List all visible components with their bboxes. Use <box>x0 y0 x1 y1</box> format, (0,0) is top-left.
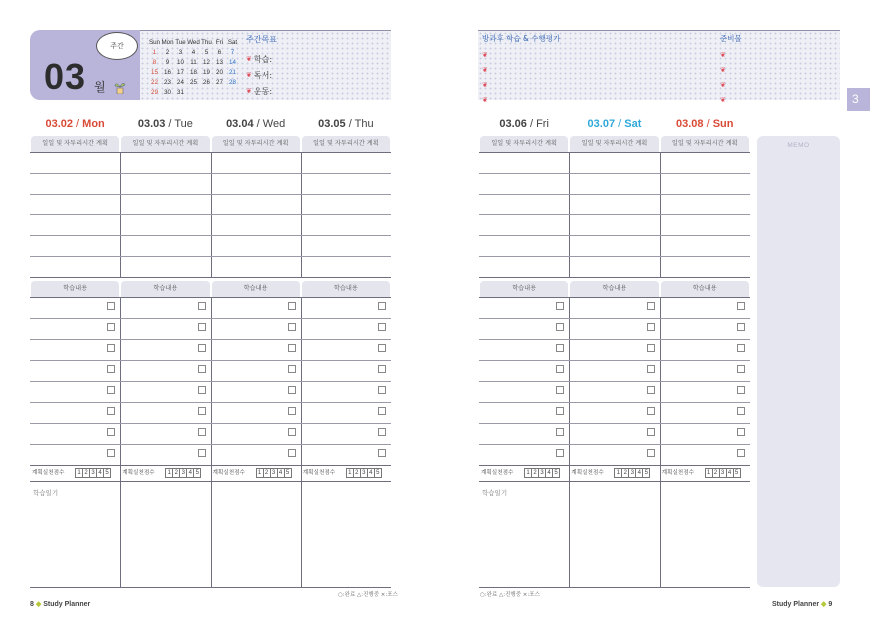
score-rule <box>30 465 391 466</box>
goal-reading[interactable] <box>246 67 386 83</box>
leaf-icon: ❦ <box>720 66 726 74</box>
leaf-icon: ❦ <box>482 66 488 74</box>
plan-rule <box>30 194 391 195</box>
score-option[interactable]: 2 <box>263 468 271 478</box>
score-option[interactable]: 3 <box>179 468 187 478</box>
calendar-week-row <box>148 88 240 98</box>
score-option[interactable]: 5 <box>284 468 292 478</box>
task-checkbox[interactable] <box>378 428 386 436</box>
date-separator: / <box>165 118 175 130</box>
leaf-icon: ❦ <box>482 96 488 104</box>
calendar-day: 30 <box>164 89 171 96</box>
plan-column-header: 일일 및 자투리시간 계획 <box>661 136 749 152</box>
score-option[interactable]: 3 <box>628 468 636 478</box>
weekday-label: Fri <box>215 39 224 46</box>
calendar-weekday-row <box>148 38 240 48</box>
task-checkbox[interactable] <box>288 344 296 352</box>
goal-label: 독서: <box>253 70 273 80</box>
task-checkbox[interactable] <box>288 407 296 415</box>
task-checkbox[interactable] <box>288 386 296 394</box>
score-option[interactable]: 5 <box>103 468 111 478</box>
score-label: 계획실천점수 <box>32 470 65 476</box>
calendar-day: 17 <box>177 69 184 76</box>
task-checkbox[interactable] <box>198 365 206 373</box>
study-rule <box>30 318 391 319</box>
month-number: 03 <box>44 56 87 97</box>
day-date: 03.05 <box>318 118 346 130</box>
study-rule <box>479 339 750 340</box>
memo-label: MEMO <box>787 142 810 149</box>
weekday-label: Wed <box>187 39 200 46</box>
study-column-header: 학습내용 <box>570 281 658 297</box>
task-checkbox[interactable] <box>556 428 564 436</box>
date-separator: / <box>345 118 355 130</box>
score-option[interactable]: 4 <box>96 468 104 478</box>
plan-column-header: 일일 및 자투리시간 계획 <box>480 136 568 152</box>
after-school-notes <box>482 33 561 104</box>
score-selector <box>706 468 741 478</box>
goal-label: 학습: <box>253 54 273 64</box>
task-checkbox[interactable] <box>107 344 115 352</box>
potted-plant-icon <box>114 80 126 94</box>
task-checkbox[interactable] <box>647 428 655 436</box>
after-school-title: 방과후 학습 & 수행평가 <box>482 34 561 43</box>
speech-bubble <box>96 32 138 60</box>
day-weekday: Wed <box>262 118 286 130</box>
calendar-week-row <box>148 78 240 88</box>
calendar-day: 16 <box>164 69 171 76</box>
task-checkbox[interactable] <box>737 302 745 310</box>
weekday-label: Mon <box>161 39 174 46</box>
day-weekday: Tue <box>174 118 193 130</box>
study-column-header: 학습내용 <box>121 281 209 297</box>
score-option[interactable]: 4 <box>277 468 285 478</box>
plan-rule <box>479 152 750 153</box>
task-checkbox[interactable] <box>198 302 206 310</box>
task-checkbox[interactable] <box>556 365 564 373</box>
score-selector <box>615 468 650 478</box>
task-checkbox[interactable] <box>647 386 655 394</box>
study-column-header: 학습내용 <box>480 281 568 297</box>
score-option[interactable]: 2 <box>82 468 90 478</box>
leaf-icon: ❦ <box>246 55 252 63</box>
task-checkbox[interactable] <box>556 323 564 331</box>
task-checkbox[interactable] <box>647 365 655 373</box>
calendar-day: 23 <box>164 79 171 86</box>
status-legend: ○:완료 △:진행중 ×:포스 <box>480 592 540 598</box>
day-weekday: Sat <box>624 118 642 130</box>
diary-writing-area[interactable] <box>301 481 391 587</box>
calendar-day: 5 <box>204 49 209 56</box>
score-option[interactable]: 3 <box>270 468 278 478</box>
date-separator: / <box>253 118 263 130</box>
study-column-header: 학습내용 <box>661 281 749 297</box>
calendar-day: 19 <box>203 69 210 76</box>
plan-rule <box>479 173 750 174</box>
weekday-label: Tue <box>175 39 186 46</box>
score-label: 계획실천점수 <box>122 470 155 476</box>
calendar-week-row <box>148 48 240 58</box>
day-header <box>30 118 120 130</box>
study-rule <box>30 402 391 403</box>
task-checkbox[interactable] <box>107 407 115 415</box>
diary-rule <box>479 481 750 482</box>
calendar-day: 8 <box>152 59 157 66</box>
task-checkbox[interactable] <box>198 428 206 436</box>
day-date: 03.04 <box>226 118 254 130</box>
plan-column-header: 일일 및 자투리시간 계획 <box>302 136 390 152</box>
study-rule <box>479 381 750 382</box>
study-column-header: 학습내용 <box>31 281 119 297</box>
supplies-title: 준비물 <box>720 34 742 43</box>
calendar-day: 15 <box>151 69 158 76</box>
calendar-day: 11 <box>190 59 197 66</box>
calendar-day: 27 <box>216 79 223 86</box>
day-weekday: Sun <box>712 118 734 130</box>
calendar-day: 20 <box>216 69 223 76</box>
calendar-day: 14 <box>229 59 236 66</box>
day-weekday: Fri <box>536 118 549 130</box>
date-separator: / <box>615 118 625 130</box>
plan-rule <box>479 194 750 195</box>
memo-panel[interactable] <box>757 136 840 587</box>
score-option[interactable]: 2 <box>531 468 539 478</box>
plan-column-header: 일일 및 자투리시간 계획 <box>31 136 119 152</box>
goal-exercise[interactable] <box>246 83 386 99</box>
score-option[interactable]: 3 <box>538 468 546 478</box>
score-label: 계획실천점수 <box>302 470 336 476</box>
task-checkbox[interactable] <box>378 365 386 373</box>
weekday-label: Sun <box>148 39 160 46</box>
day-header <box>660 118 750 130</box>
study-rule <box>479 423 750 424</box>
footer-title: Study Planner <box>772 601 820 608</box>
task-checkbox[interactable] <box>647 407 655 415</box>
calendar-day: 2 <box>165 49 170 56</box>
calendar-day: 28 <box>229 79 236 86</box>
study-rule <box>479 297 750 298</box>
weekly-goals <box>246 34 386 99</box>
calendar-weeks <box>148 48 240 98</box>
star-icon: ◆ <box>35 601 42 608</box>
page-footer-left <box>30 600 90 608</box>
score-option[interactable]: 4 <box>367 468 375 478</box>
goal-study[interactable] <box>246 51 386 67</box>
goal-label: 운동: <box>253 86 273 96</box>
score-selector <box>347 468 382 478</box>
score-option[interactable]: 1 <box>705 468 713 478</box>
day-weekday: Mon <box>82 118 105 130</box>
day-weekday: Thu <box>354 118 374 130</box>
score-option[interactable]: 3 <box>360 468 368 478</box>
task-checkbox[interactable] <box>556 344 564 352</box>
calendar-day: 18 <box>190 69 197 76</box>
task-checkbox[interactable] <box>737 323 745 331</box>
month-badge <box>30 30 140 100</box>
study-rule <box>479 360 750 361</box>
calendar-day: 25 <box>190 79 197 86</box>
leaf-icon: ❦ <box>482 51 488 59</box>
leaf-icon: ❦ <box>720 81 726 89</box>
day-date: 03.07 <box>587 118 616 130</box>
month-index-tab[interactable]: 3 <box>847 88 870 111</box>
plan-column-header: 일일 및 자투리시간 계획 <box>212 136 300 152</box>
day-header <box>479 118 569 130</box>
status-legend: ○:완료 △:진행중 ×:포스 <box>338 592 398 598</box>
weekly-goals-title: 주간목표 <box>246 35 277 44</box>
calendar-week-row <box>148 68 240 78</box>
study-rule <box>30 297 391 298</box>
task-checkbox[interactable] <box>378 323 386 331</box>
mini-calendar <box>148 38 240 98</box>
task-checkbox[interactable] <box>198 449 206 457</box>
plan-rule <box>30 152 391 153</box>
score-option[interactable]: 4 <box>726 468 734 478</box>
calendar-day: 3 <box>178 49 183 56</box>
score-label: 계획실천점수 <box>481 470 514 476</box>
calendar-day <box>187 88 200 98</box>
calendar-day: 31 <box>177 89 184 96</box>
task-checkbox[interactable] <box>107 428 115 436</box>
day-header <box>301 118 391 130</box>
task-checkbox[interactable] <box>737 428 745 436</box>
task-checkbox[interactable] <box>107 323 115 331</box>
task-checkbox[interactable] <box>556 449 564 457</box>
diary-writing-area[interactable] <box>120 481 210 587</box>
star-icon: ◆ <box>821 601 827 608</box>
leaf-icon: ❦ <box>720 96 726 104</box>
study-rule <box>479 402 750 403</box>
plan-rule <box>30 214 391 215</box>
task-checkbox[interactable] <box>107 365 115 373</box>
task-checkbox[interactable] <box>378 407 386 415</box>
calendar-day: 10 <box>177 59 184 66</box>
task-checkbox[interactable] <box>107 302 115 310</box>
score-option[interactable]: 1 <box>165 468 173 478</box>
leaf-icon: ❦ <box>720 51 726 59</box>
task-checkbox[interactable] <box>647 323 655 331</box>
plan-rule <box>479 277 750 278</box>
footer-title: Study Planner <box>43 601 91 608</box>
plan-rule <box>479 235 750 236</box>
score-option[interactable]: 2 <box>621 468 629 478</box>
score-option[interactable]: 5 <box>552 468 560 478</box>
day-header <box>569 118 659 130</box>
leaf-icon: ❦ <box>246 87 252 95</box>
diary-writing-area[interactable] <box>569 481 659 587</box>
page-footer-right <box>772 600 832 608</box>
score-option[interactable]: 5 <box>642 468 650 478</box>
plan-rule <box>30 277 391 278</box>
score-option[interactable]: 2 <box>172 468 180 478</box>
score-option[interactable]: 2 <box>712 468 720 478</box>
calendar-day: 22 <box>151 79 158 86</box>
task-checkbox[interactable] <box>737 386 745 394</box>
plan-column-header: 일일 및 자투리시간 계획 <box>121 136 209 152</box>
month-unit: 월 <box>94 80 106 94</box>
task-checkbox[interactable] <box>198 323 206 331</box>
date-separator: / <box>703 118 713 130</box>
page-number: 9 <box>828 601 833 608</box>
calendar-day: 21 <box>229 69 236 76</box>
task-checkbox[interactable] <box>288 365 296 373</box>
study-rule <box>30 360 391 361</box>
leaf-icon: ❦ <box>482 81 488 89</box>
notes-bullets <box>482 48 490 108</box>
score-option[interactable]: 5 <box>374 468 382 478</box>
calendar-day <box>213 88 226 98</box>
task-checkbox[interactable] <box>378 449 386 457</box>
page-number: 8 <box>30 601 34 608</box>
plan-column-header: 일일 및 자투리시간 계획 <box>570 136 658 152</box>
task-checkbox[interactable] <box>198 386 206 394</box>
task-checkbox[interactable] <box>737 407 745 415</box>
day-date: 03.03 <box>137 118 166 130</box>
score-option[interactable]: 1 <box>75 468 83 478</box>
task-checkbox[interactable] <box>288 428 296 436</box>
task-checkbox[interactable] <box>288 449 296 457</box>
task-checkbox[interactable] <box>378 386 386 394</box>
study-rule <box>30 444 391 445</box>
task-checkbox[interactable] <box>737 344 745 352</box>
study-column-header: 학습내용 <box>302 281 390 297</box>
calendar-day: 24 <box>177 79 184 86</box>
task-checkbox[interactable] <box>107 449 115 457</box>
task-checkbox[interactable] <box>556 386 564 394</box>
task-checkbox[interactable] <box>288 302 296 310</box>
day-date: 03.08 <box>676 118 704 130</box>
day-header <box>120 118 210 130</box>
calendar-week-row <box>148 58 240 68</box>
score-option[interactable]: 3 <box>719 468 727 478</box>
calendar-day: 13 <box>216 59 223 66</box>
diary-rule <box>30 481 391 482</box>
day-date: 03.06 <box>499 118 527 130</box>
score-selector <box>166 468 201 478</box>
date-separator: / <box>526 118 537 130</box>
task-checkbox[interactable] <box>737 449 745 457</box>
bottom-rule <box>479 587 750 588</box>
date-separator: / <box>73 118 83 130</box>
score-label: 계획실천점수 <box>571 470 604 476</box>
score-selector <box>76 468 111 478</box>
calendar-day: 4 <box>191 49 196 56</box>
task-checkbox[interactable] <box>378 344 386 352</box>
score-option[interactable]: 3 <box>89 468 97 478</box>
calendar-day <box>200 88 213 98</box>
score-rule <box>479 465 750 466</box>
day-date: 03.02 <box>45 118 73 130</box>
weekday-label: Sat <box>227 39 238 46</box>
bottom-rule <box>30 587 391 588</box>
calendar-day: 9 <box>165 59 170 66</box>
score-label: 계획실천점수 <box>212 470 245 476</box>
score-selector <box>257 468 292 478</box>
study-rule <box>30 381 391 382</box>
score-option[interactable]: 1 <box>614 468 622 478</box>
task-checkbox[interactable] <box>288 323 296 331</box>
task-checkbox[interactable] <box>556 302 564 310</box>
diary-label: 학습일기 <box>33 489 59 497</box>
score-option[interactable]: 5 <box>193 468 201 478</box>
study-rule <box>30 339 391 340</box>
score-option[interactable]: 5 <box>733 468 741 478</box>
study-column-header: 학습내용 <box>212 281 300 297</box>
study-rule <box>479 318 750 319</box>
calendar-day <box>226 88 239 98</box>
score-option[interactable]: 4 <box>635 468 643 478</box>
task-checkbox[interactable] <box>198 344 206 352</box>
task-checkbox[interactable] <box>647 449 655 457</box>
task-checkbox[interactable] <box>556 407 564 415</box>
task-checkbox[interactable] <box>737 365 745 373</box>
plan-rule <box>30 235 391 236</box>
score-option[interactable]: 1 <box>346 468 354 478</box>
day-header <box>211 118 301 130</box>
score-label: 계획실천점수 <box>661 470 695 476</box>
task-checkbox[interactable] <box>378 302 386 310</box>
leaf-icon: ❦ <box>246 71 252 79</box>
plan-rule <box>30 173 391 174</box>
task-checkbox[interactable] <box>647 344 655 352</box>
plan-rule <box>30 256 391 257</box>
calendar-day: 1 <box>152 49 157 56</box>
score-option[interactable]: 1 <box>524 468 532 478</box>
calendar-day: 7 <box>230 49 235 56</box>
diary-writing-area[interactable] <box>211 481 301 587</box>
supplies-bullets <box>720 48 728 108</box>
task-checkbox[interactable] <box>647 302 655 310</box>
score-option[interactable]: 4 <box>186 468 194 478</box>
score-option[interactable]: 2 <box>353 468 361 478</box>
weekday-label: Thu <box>201 39 212 46</box>
calendar-day: 6 <box>217 49 222 56</box>
study-rule <box>30 423 391 424</box>
score-selector <box>525 468 560 478</box>
task-checkbox[interactable] <box>107 386 115 394</box>
diary-label: 학습일기 <box>482 489 508 497</box>
calendar-day: 12 <box>203 59 210 66</box>
score-option[interactable]: 1 <box>256 468 264 478</box>
score-option[interactable]: 4 <box>545 468 553 478</box>
plan-rule <box>479 214 750 215</box>
task-checkbox[interactable] <box>198 407 206 415</box>
bubble-text: 주간 <box>110 42 124 50</box>
diary-writing-area[interactable] <box>660 481 750 587</box>
calendar-day: 29 <box>151 89 158 96</box>
calendar-day: 26 <box>203 79 210 86</box>
plan-rule <box>479 256 750 257</box>
study-rule <box>479 444 750 445</box>
